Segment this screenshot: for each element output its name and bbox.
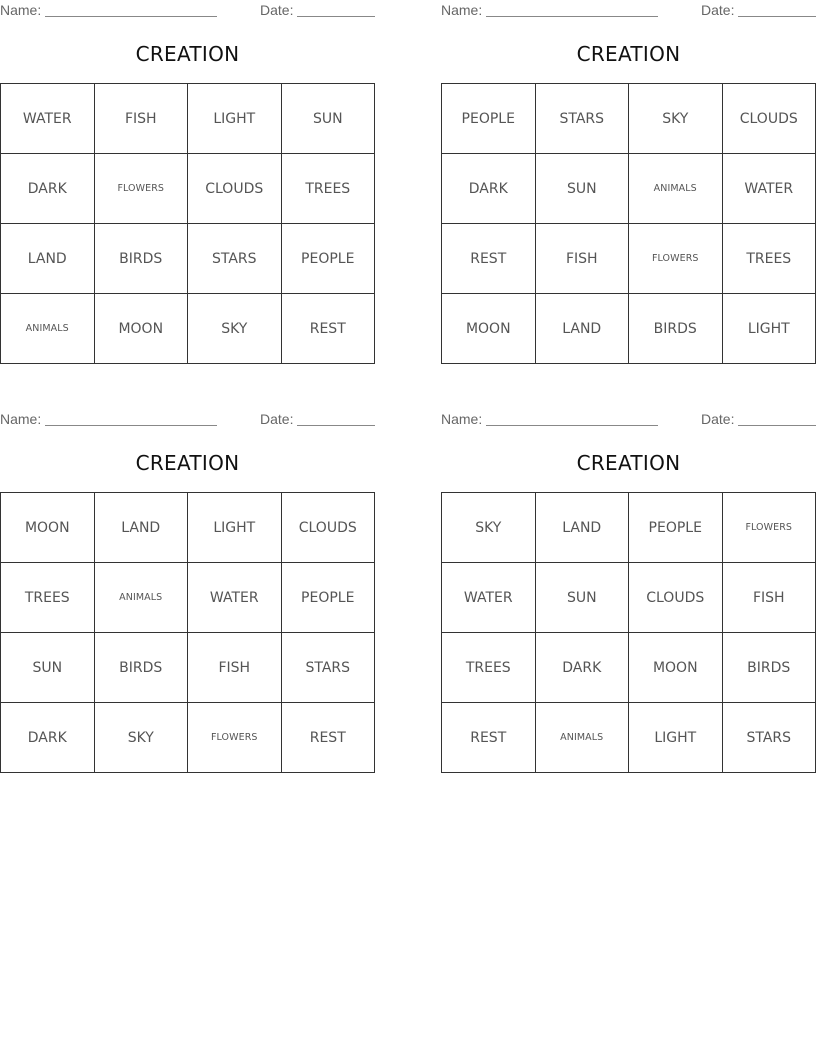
- grid-cell: SKY: [94, 703, 188, 773]
- grid-cell: LAND: [535, 493, 629, 563]
- bingo-grid: [441, 83, 816, 364]
- date-label: Date:: [260, 411, 294, 427]
- card-title: CREATION: [576, 451, 681, 475]
- grid-row: [1, 703, 375, 773]
- grid-cell: CLOUDS: [629, 563, 723, 633]
- date-field-line: [738, 425, 816, 426]
- grid-cell: SKY: [629, 84, 723, 154]
- grid-cell: BIRDS: [94, 224, 188, 294]
- grid-cell: FLOWERS: [629, 224, 723, 294]
- grid-cell: FISH: [188, 633, 282, 703]
- grid-cell: CLOUDS: [281, 493, 375, 563]
- name-field-line: [45, 425, 217, 426]
- grid-cell: LIGHT: [188, 493, 282, 563]
- grid-row: [1, 84, 375, 154]
- grid-cell: LAND: [94, 493, 188, 563]
- date-field-line: [297, 425, 375, 426]
- card-title: CREATION: [135, 42, 240, 66]
- grid-row: [442, 294, 816, 364]
- date-label: Date:: [701, 2, 735, 18]
- grid-cell: FISH: [94, 84, 188, 154]
- grid-cell: CLOUDS: [188, 154, 282, 224]
- grid-cell: WATER: [722, 154, 816, 224]
- grid-cell: LIGHT: [188, 84, 282, 154]
- date-label: Date:: [701, 411, 735, 427]
- grid-row: [442, 84, 816, 154]
- name-field-line: [486, 16, 658, 17]
- date-label: Date:: [260, 2, 294, 18]
- grid-row: [442, 703, 816, 773]
- bingo-grid: [0, 492, 375, 773]
- grid-row: [1, 493, 375, 563]
- name-label: Name:: [0, 411, 42, 427]
- grid-cell: PEOPLE: [629, 493, 723, 563]
- grid-cell: DARK: [1, 154, 95, 224]
- grid-cell: SUN: [535, 154, 629, 224]
- grid-cell: TREES: [1, 563, 95, 633]
- grid-cell: STARS: [535, 84, 629, 154]
- grid-cell: DARK: [535, 633, 629, 703]
- grid-row: [442, 224, 816, 294]
- grid-cell: REST: [442, 224, 536, 294]
- grid-cell: MOON: [94, 294, 188, 364]
- grid-cell: WATER: [442, 563, 536, 633]
- grid-cell: ANIMALS: [94, 563, 188, 633]
- grid-cell: STARS: [281, 633, 375, 703]
- grid-cell: STARS: [722, 703, 816, 773]
- grid-cell: MOON: [442, 294, 536, 364]
- grid-cell: TREES: [442, 633, 536, 703]
- name-label: Name:: [441, 411, 483, 427]
- grid-row: [1, 154, 375, 224]
- grid-cell: SKY: [442, 493, 536, 563]
- grid-row: [442, 633, 816, 703]
- grid-cell: SUN: [1, 633, 95, 703]
- grid-cell: LAND: [1, 224, 95, 294]
- grid-cell: SUN: [281, 84, 375, 154]
- grid-cell: FISH: [722, 563, 816, 633]
- grid-cell: LIGHT: [629, 703, 723, 773]
- grid-cell: SUN: [535, 563, 629, 633]
- grid-cell: DARK: [442, 154, 536, 224]
- grid-cell: ANIMALS: [1, 294, 95, 364]
- card-header: [0, 1, 375, 21]
- grid-row: [1, 294, 375, 364]
- grid-cell: FLOWERS: [94, 154, 188, 224]
- grid-cell: STARS: [188, 224, 282, 294]
- name-field-line: [45, 16, 217, 17]
- grid-cell: FLOWERS: [722, 493, 816, 563]
- grid-cell: LAND: [535, 294, 629, 364]
- date-field-line: [297, 16, 375, 17]
- grid-cell: ANIMALS: [629, 154, 723, 224]
- card-header: [441, 410, 816, 430]
- name-field-line: [486, 425, 658, 426]
- bingo-grid: [441, 492, 816, 773]
- grid-row: [442, 563, 816, 633]
- grid-cell: REST: [281, 703, 375, 773]
- grid-cell: LIGHT: [722, 294, 816, 364]
- grid-cell: WATER: [1, 84, 95, 154]
- grid-cell: DARK: [1, 703, 95, 773]
- grid-cell: FISH: [535, 224, 629, 294]
- grid-row: [442, 493, 816, 563]
- card-header: [0, 410, 375, 430]
- grid-cell: BIRDS: [722, 633, 816, 703]
- grid-row: [1, 633, 375, 703]
- grid-cell: FLOWERS: [188, 703, 282, 773]
- grid-cell: TREES: [722, 224, 816, 294]
- grid-row: [1, 224, 375, 294]
- card-title: CREATION: [135, 451, 240, 475]
- grid-cell: SKY: [188, 294, 282, 364]
- name-label: Name:: [441, 2, 483, 18]
- grid-cell: BIRDS: [94, 633, 188, 703]
- bingo-grid: [0, 83, 375, 364]
- grid-cell: PEOPLE: [281, 563, 375, 633]
- grid-cell: MOON: [629, 633, 723, 703]
- grid-row: [442, 154, 816, 224]
- grid-cell: ANIMALS: [535, 703, 629, 773]
- grid-cell: PEOPLE: [442, 84, 536, 154]
- grid-cell: TREES: [281, 154, 375, 224]
- grid-cell: REST: [442, 703, 536, 773]
- grid-cell: BIRDS: [629, 294, 723, 364]
- grid-row: [1, 563, 375, 633]
- grid-cell: WATER: [188, 563, 282, 633]
- grid-cell: REST: [281, 294, 375, 364]
- date-field-line: [738, 16, 816, 17]
- card-header: [441, 1, 816, 21]
- grid-cell: CLOUDS: [722, 84, 816, 154]
- grid-cell: PEOPLE: [281, 224, 375, 294]
- grid-cell: MOON: [1, 493, 95, 563]
- card-title: CREATION: [576, 42, 681, 66]
- name-label: Name:: [0, 2, 42, 18]
